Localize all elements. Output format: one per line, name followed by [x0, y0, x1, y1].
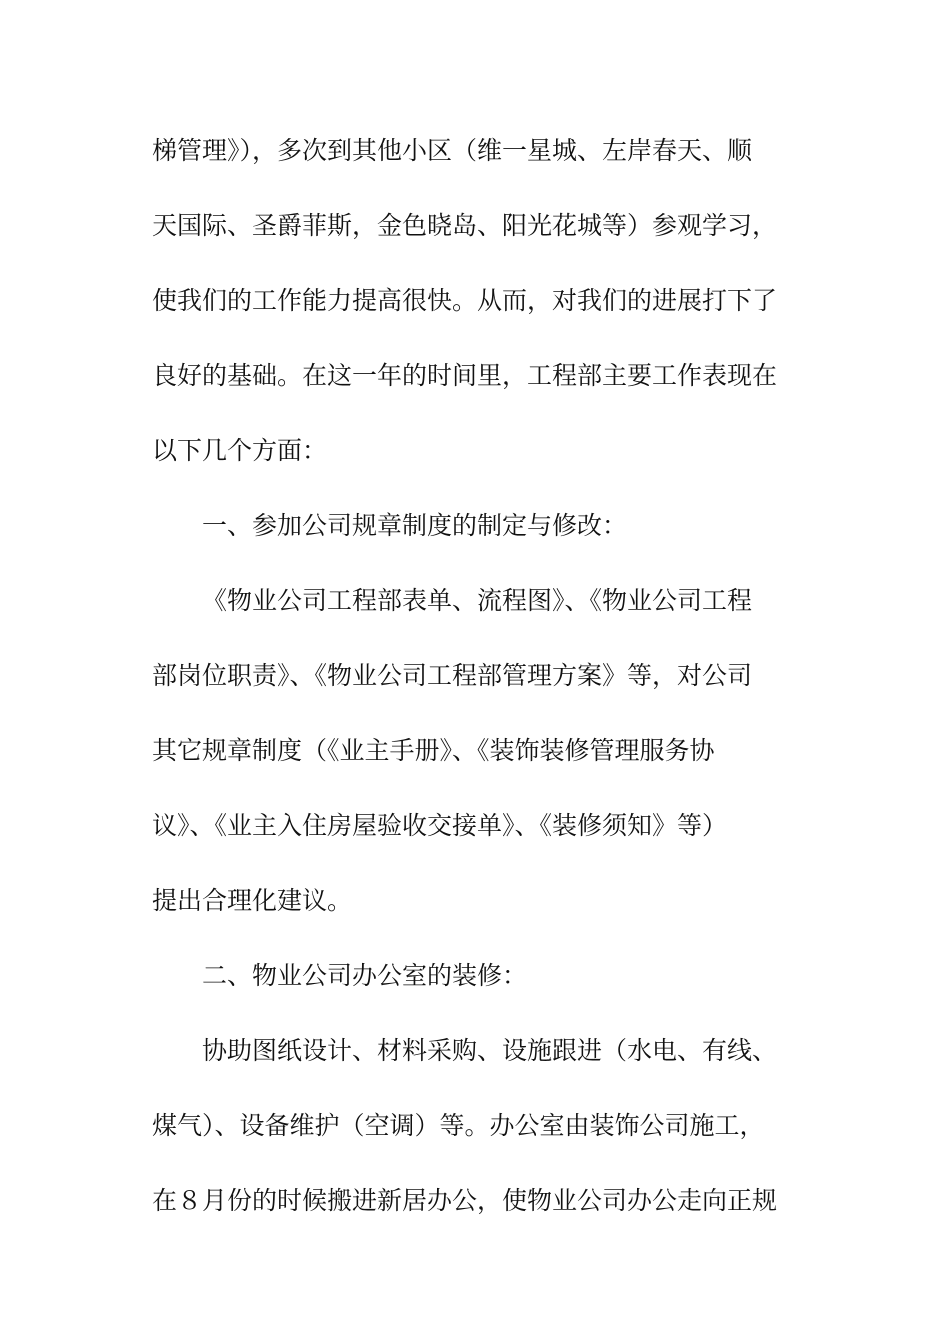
- paragraph-line: 其它规章制度（《业主手册》、《装饰装修管理服务协: [152, 736, 715, 765]
- paragraph-line: 使我们的工作能力提高很快。从而，对我们的进展打下了: [152, 286, 778, 315]
- paragraph-line: 梯管理》），多次到其他小区（维一星城、左岸春天、顺: [152, 136, 753, 165]
- section-heading-1: 一、参加公司规章制度的制定与修改：: [202, 511, 628, 540]
- paragraph-line: 《物业公司工程部表单、流程图》、《物业公司工程: [202, 586, 753, 615]
- paragraph-line: 以下几个方面：: [152, 436, 328, 465]
- paragraph-line: 部岗位职责》、《物业公司工程部管理方案》等，对公司: [152, 661, 753, 690]
- paragraph-line: 天国际、圣爵菲斯，金色晓岛、阳光花城等）参观学习，: [152, 211, 778, 240]
- paragraph-line: 议》、《业主入住房屋验收交接单》、《装修须知》等）: [152, 811, 728, 840]
- section-heading-2: 二、物业公司办公室的装修：: [202, 961, 528, 990]
- paragraph-line: 煤气）、设备维护（空调）等。办公室由装饰公司施工，: [152, 1111, 765, 1140]
- paragraph-line: 提出合理化建议。: [152, 886, 353, 915]
- paragraph-line: 在８月份的时候搬进新居办公，使物业公司办公走向正规: [152, 1186, 778, 1215]
- paragraph-line: 良好的基础。在这一年的时间里，工程部主要工作表现在: [152, 361, 778, 390]
- paragraph-line: 协助图纸设计、材料采购、设施跟进（水电、有线、: [202, 1036, 778, 1065]
